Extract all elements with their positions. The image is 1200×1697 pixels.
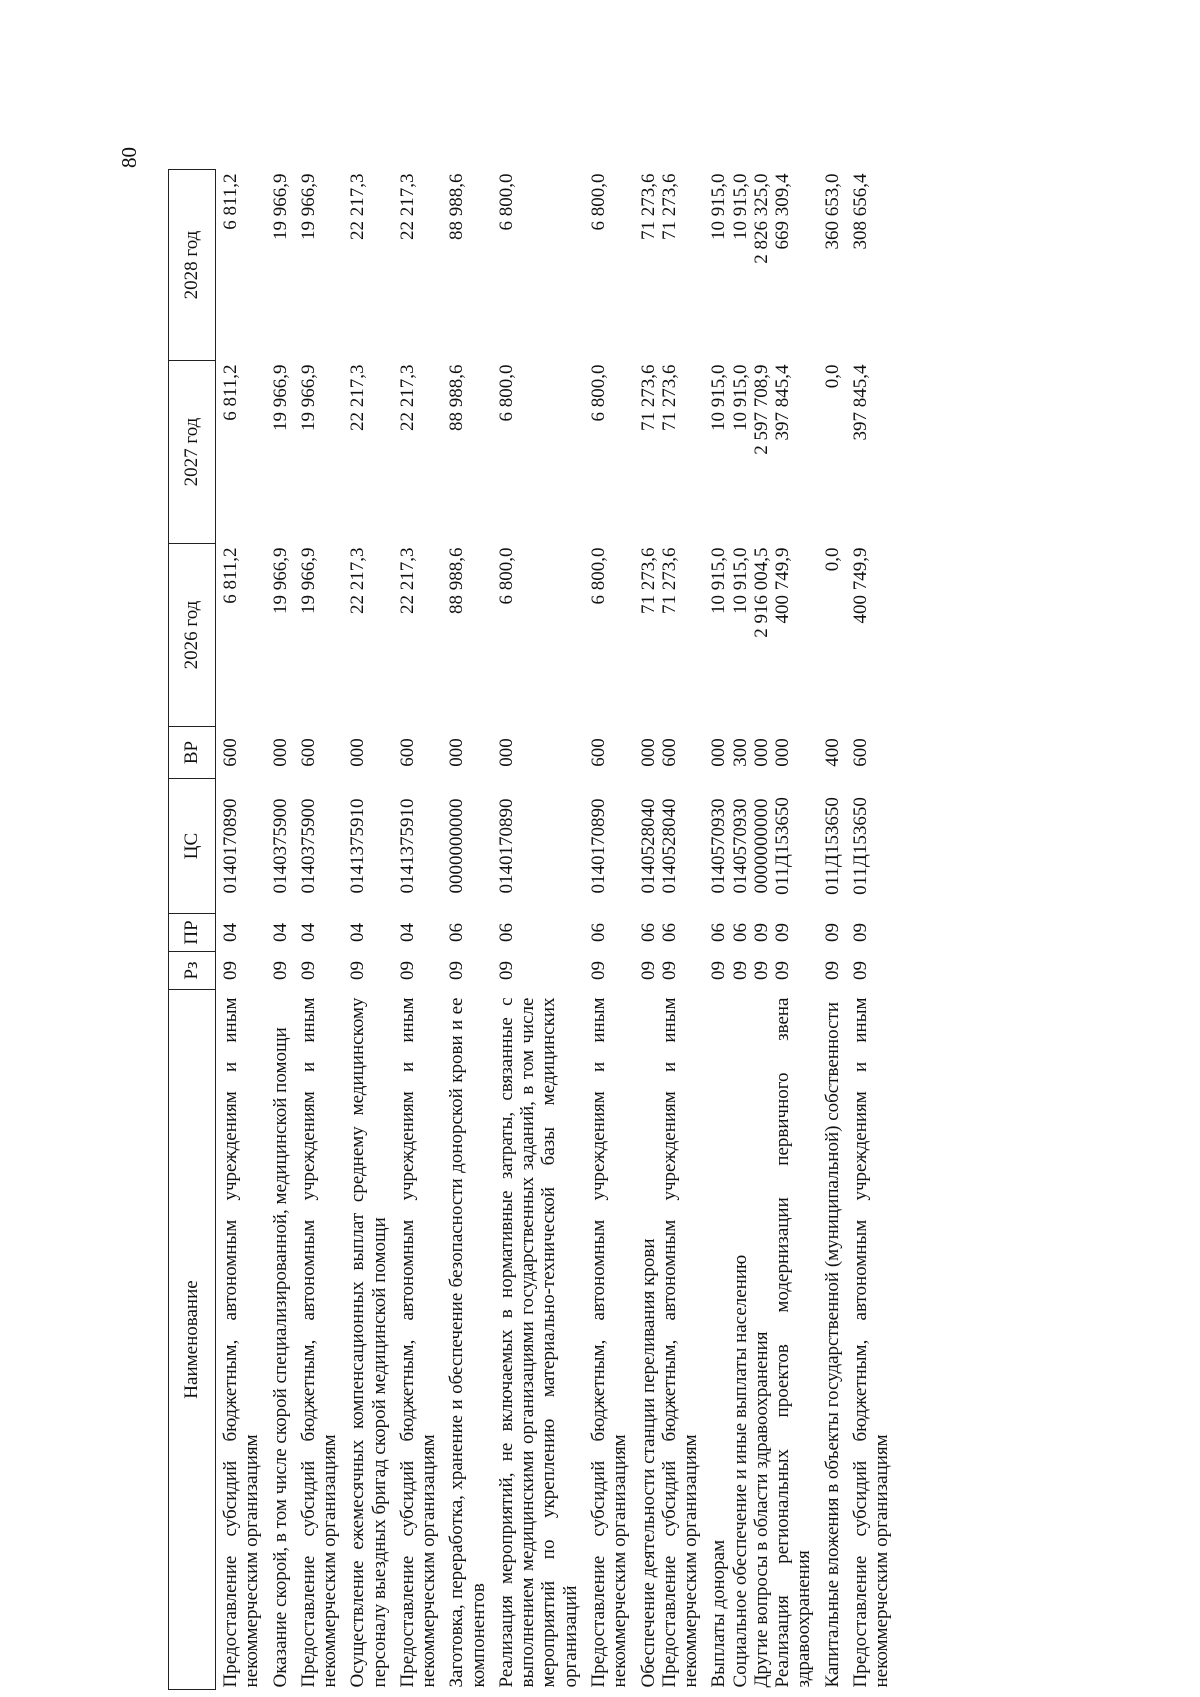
row-pr-line: 06 [729,923,751,942]
row-2026 [704,544,817,727]
row-2027: 88 988,6 [446,364,468,431]
row-pr: 04 [396,923,418,942]
table-row [704,170,817,1690]
row-2028-line: 10 915,0 [729,173,751,240]
row-cs: 0141375910 [347,798,369,894]
row-cs: 0140375900 [269,798,291,894]
row-pr [634,914,705,952]
row-name-line: Обеспечение деятельности станции переливания крови [637,1238,659,1688]
row-rz-line: 09 [658,961,680,980]
header-2026: 2026 год [169,544,216,727]
row-rz: 09 [587,961,609,980]
row-pr: 06 [495,923,517,942]
row-cs: 011Д153650 [849,797,871,895]
row-cs-line: 0000000000 [750,798,772,894]
row-2026: 0,0 [821,547,843,572]
row-pr: 09 [849,923,871,942]
row-2026-line: 2 916 004,5 [750,547,772,638]
header-cs: ЦС [169,779,216,914]
row-2028: 88 988,6 [446,173,468,240]
row-2028: 6 800,0 [587,173,609,231]
table-row [492,170,584,1690]
row-vr-line: 000 [637,738,659,767]
row-name-line: Выплаты донорам [708,1539,730,1688]
row-2027: 6 800,0 [587,364,609,422]
row-cs-line: 0140528040 [658,798,680,894]
row-vr-line: 000 [750,738,772,767]
row-2027-line: 2 597 708,9 [750,364,772,455]
row-rz [634,952,705,990]
header-2028: 2028 год [169,170,216,361]
row-2027: 397 845,4 [849,364,871,441]
row-cs: 0141375910 [396,798,418,894]
row-pr: 06 [446,923,468,942]
row-pr: 04 [297,923,319,942]
row-2027 [704,361,817,544]
rotated-page [168,170,1200,1690]
row-2027-line: 397 845,4 [772,364,794,441]
row-rz: 09 [220,961,241,980]
row-2028: 308 656,4 [849,173,871,250]
row-2028: 360 653,0 [821,173,843,250]
header-vr: ВР [169,727,216,779]
row-rz: 09 [269,961,291,980]
row-name [634,990,705,1690]
row-name: Оказание скорой, в том числе скорой специализированной, медицинской помощи [269,1027,291,1688]
row-pr-line: 06 [708,923,730,942]
row-rz: 09 [297,961,319,980]
row-rz: 09 [821,961,843,980]
row-2028-line: 10 915,0 [708,173,730,240]
row-name [704,990,817,1690]
header-2027: 2027 год [169,361,216,544]
table-row [294,170,344,1690]
table-row [846,170,901,1690]
row-pr: 04 [269,923,291,942]
row-2026: 400 749,9 [849,547,871,624]
row-rz: 09 [849,961,871,980]
table-row [818,170,846,1690]
row-name: Капитальные вложения в объекты государственной (муниципальной) собственности [821,1001,843,1688]
row-cs-line: 011Д153650 [772,797,794,895]
row-pr-line: 06 [637,923,659,942]
row-2028: 19 966,9 [269,173,291,240]
row-2026 [634,544,705,727]
row-vr: 600 [396,738,418,767]
row-pr: 04 [347,923,369,942]
table-body [216,170,901,1690]
row-cs [634,779,705,914]
row-2028 [704,170,817,361]
row-2026: 19 966,9 [297,547,319,614]
row-2027-line: 10 915,0 [708,364,730,431]
row-name: Предоставление субсидий бюджетным, автономным учреждениям и иным некоммерческим организациям [396,997,440,1688]
page-number: 80 [117,147,141,168]
row-pr-line: 06 [658,923,680,942]
row-vr: 000 [495,738,517,767]
row-2026: 22 217,3 [396,547,418,614]
row-2027: 0,0 [821,364,843,389]
table-row [343,170,393,1690]
table-row [584,170,634,1690]
row-name: Предоставление субсидий бюджетным, автономным учреждениям и иным некоммерческим организациям [587,997,631,1688]
row-vr: 000 [347,738,369,767]
row-2027: 22 217,3 [396,364,418,431]
row-2026: 6 811,2 [220,547,241,604]
header-name: Наименование [169,990,216,1690]
row-2027: 22 217,3 [347,364,369,431]
header-pr: ПР [169,914,216,952]
row-2028-line: 2 826 325,0 [750,173,772,264]
row-pr-line: 09 [772,923,794,942]
row-pr: 09 [821,923,843,942]
table-row [216,170,266,1690]
row-cs: 0000000000 [446,798,468,894]
row-cs: 011Д153650 [821,797,843,895]
header-rz: Рз [169,952,216,990]
row-2026: 6 800,0 [587,547,609,605]
row-2027-line: 10 915,0 [729,364,751,431]
table-row [266,170,294,1690]
row-cs: 0140375900 [297,798,319,894]
row-rz-line: 09 [637,961,659,980]
row-cs: 0140170890 [587,798,609,894]
row-vr-line: 600 [658,738,680,767]
row-vr-line: 000 [772,738,794,767]
row-2027: 6 811,2 [220,364,241,421]
row-vr: 600 [587,738,609,767]
row-vr: 000 [269,738,291,767]
row-vr: 600 [297,738,319,767]
row-2026: 19 966,9 [269,547,291,614]
row-cs-line: 0140528040 [637,798,659,894]
table-header-row [169,170,216,1690]
row-2028: 6 811,2 [220,173,241,230]
row-2028: 22 217,3 [396,173,418,240]
row-2028: 22 217,3 [347,173,369,240]
row-cs-line: 0140570930 [708,798,730,894]
row-vr: 600 [220,738,241,767]
row-vr [704,727,817,779]
row-name: Предоставление субсидий бюджетным, автономным учреждениям и иным некоммерческим организациям [297,997,341,1688]
row-2026-line: 10 915,0 [729,547,751,614]
row-pr: 04 [220,923,241,942]
row-2027-line: 71 273,6 [658,364,680,431]
row-rz-line: 09 [772,961,794,980]
row-vr [634,727,705,779]
row-name: Реализация мероприятий, не включаемых в нормативные затраты, связанные с выполнением медицинскими организациями государственных заданий, в том числе мероприятий по укреплению материально-технической базы медицинских организаций [495,997,581,1688]
row-2028: 6 800,0 [495,173,517,231]
row-name-line: Реализация региональных проектов модернизации первичного звена здравоохранения [772,997,815,1688]
row-name: Осуществление ежемесячных компенсационных выплат среднему медицинскому персоналу выездных бригад скорой медицинской помощи [347,997,390,1688]
row-2026-line: 71 273,6 [637,547,659,614]
row-vr: 400 [821,738,843,767]
row-name: Предоставление субсидий бюджетным, автономным учреждениям и иным некоммерческим организациям [220,997,263,1688]
row-cs-line: 0140570930 [729,798,751,894]
row-rz-line: 09 [708,961,730,980]
row-2027: 19 966,9 [297,364,319,431]
row-pr: 06 [587,923,609,942]
row-rz: 09 [347,961,369,980]
row-vr-line: 000 [708,738,730,767]
row-2026: 88 988,6 [446,547,468,614]
row-2026-line: 71 273,6 [658,547,680,614]
row-2027: 19 966,9 [269,364,291,431]
row-cs [704,779,817,914]
row-rz: 09 [396,961,418,980]
row-name-line: Предоставление субсидий бюджетным, автономным учреждениям и иным некоммерческим организациям [658,997,702,1688]
row-cs: 0140170890 [495,798,517,894]
row-rz: 09 [495,961,517,980]
row-name-line: Социальное обеспечение и иные выплаты населению [729,1254,751,1688]
row-2028: 19 966,9 [297,173,319,240]
table-row [393,170,443,1690]
table-row [442,170,492,1690]
row-cs: 0140170890 [220,798,241,894]
row-vr: 600 [849,738,871,767]
row-vr: 000 [446,738,468,767]
row-rz [704,952,817,990]
row-2027-line: 71 273,6 [637,364,659,431]
row-2028-line: 669 309,4 [772,173,794,250]
row-name: Предоставление субсидий бюджетным, автономным учреждениям и иным некоммерческим организациям [849,997,893,1688]
budget-table [168,169,900,1690]
row-name-line: Другие вопросы в области здравоохранения [750,1331,772,1688]
row-vr-line: 300 [729,738,751,767]
row-2026-line: 10 915,0 [708,547,730,614]
row-rz: 09 [446,961,468,980]
row-2027 [634,361,705,544]
row-2026-line: 400 749,9 [772,547,794,624]
table-row [634,170,705,1690]
row-2028-line: 71 273,6 [658,173,680,240]
row-pr-line: 09 [750,923,772,942]
row-2027: 6 800,0 [495,364,517,422]
row-rz-line: 09 [729,961,751,980]
row-name: Заготовка, переработка, хранение и обеспечение безопасности донорской крови и ее компонентов [446,997,489,1688]
row-2028 [634,170,705,361]
row-2028-line: 71 273,6 [637,173,659,240]
row-pr [704,914,817,952]
row-2026: 22 217,3 [347,547,369,614]
row-2026: 6 800,0 [495,547,517,605]
row-rz-line: 09 [750,961,772,980]
